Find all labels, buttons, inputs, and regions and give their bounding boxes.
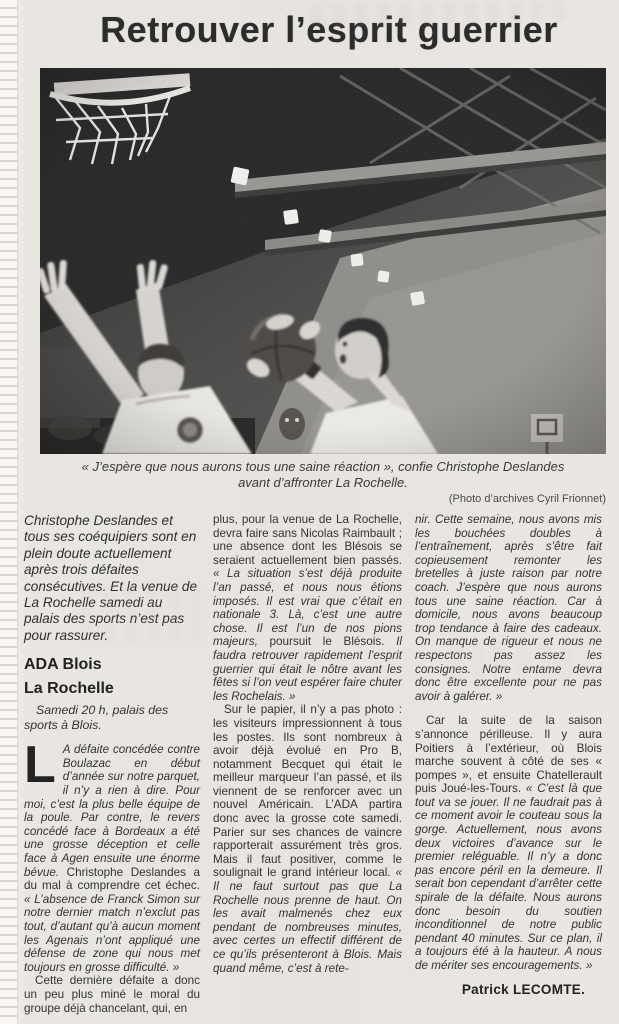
text-segment: « Il ne faut surtout pas que La Rochelle nous prenne de haut. On les avait malmenés chez eux pendant de nombreuses minutes, avec certes un effectif différent de ce qu’ils présenteront à Blois. Mais quand même, c’est à rete- — [213, 866, 402, 975]
section-subhead — [24, 654, 200, 675]
film-grain — [40, 68, 606, 454]
body-paragraph-continued — [415, 513, 602, 703]
body-paragraph — [415, 714, 602, 972]
text-segment: plus, pour la venue de La Rochelle, devra faire sans Nicolas Raimbault ; une absence dont les Blésois se seraient actuellement bien passés. — [213, 513, 402, 567]
text-segment: « L’absence de Franck Simon sur notre dernier match n’exclut pas tout, d’autant qu’à aucun moment les Agenais n’ont appliqué une défense de zone qui nous met toujours en grosse difficulté. » — [24, 892, 200, 974]
body-paragraph-continued — [213, 513, 402, 703]
text-segment: « La situation s’est déjà produite l’an passé, et nous nous étions imposés. Il est vrai que c’était en nationale 3. Là, c’est une autre chose. Il est l’un de nos pions majeurs, — [213, 567, 402, 649]
scan-edge-ruled-strip — [0, 0, 18, 1024]
column-1 — [24, 513, 200, 1015]
column-2 — [213, 513, 402, 1015]
photo-credit: (Photo d’archives Cyril Frionnet) — [448, 493, 606, 505]
basketball-photo-illustration — [40, 68, 606, 454]
body-paragraph — [24, 974, 200, 1015]
text-segment: Patrick LECOMTE. — [461, 981, 586, 997]
match-info — [24, 703, 200, 733]
byline — [415, 982, 602, 997]
text-segment: nir. Cette semaine, nous avons mis les bouchées doubles à l’entraînement, après s’être fait copieusement remonter les bretelles à juste raison par notre coach. J’espère que nous aurons tous une saine réaction. Car à domicile, nous avons beaucoup trop tendance à faire des cadeaux. On manque de rigueur et nous ne respectons pas assez les consignes. Notre entame devra donc être excellente pour ne pas avoir à galérer. » — [415, 513, 602, 703]
column-3 — [415, 513, 602, 1015]
caption-block — [40, 459, 606, 505]
text-segment: A défaite concédée contre Boulazac en début d’année sur notre parquet, il n’y a rien à dire. Pour moi, c’est la plus belle équipe de la poule. Par contre, le revers concédé face à Bordeaux a été une grosse déception et celle face à Agen ensuite une énorme bévue. — [24, 743, 200, 879]
article-columns — [24, 513, 602, 1015]
text-segment: « C’est là que tout va se jouer. Il ne faudrait pas à ce moment avoir le couteau sous la gorge. Actuellement, nous avons deux victoires d’avance sur le premier reléguable. Il n’y a donc pas encore péril en la demeure. Il serait bon cependant d’arrêter cette spirale de la défaite. Nous aurons donc besoin du soutien inconditionnel de notre public pendant 40 minutes. Sur ce plan, il a toujours été à la hauteur. A nous de mériter ses encouragements. » — [415, 782, 602, 972]
text-segment: Car la suite de la saison s’annonce périlleuse. Il y aura Poitiers à l’extérieur, où Blois marche souvent à côté de ses « pompes », et ensuite Chatellerault puis Joué-les-Tours. — [415, 714, 602, 796]
article-headline: Retrouver l’esprit guerrier — [100, 9, 558, 50]
photo-caption: « J’espère que nous aurons tous une saine réaction », confie Christophe Deslandes avant d’affronter La Rochelle. — [81, 459, 565, 490]
opening-paragraph — [24, 736, 200, 974]
text-segment: Cette dernière défaite a donc un peu plus miné le moral du groupe déjà chancelant, qui, en — [24, 974, 200, 1015]
text-segment: ADA Blois — [24, 656, 102, 674]
section-subhead — [24, 678, 200, 699]
body-paragraph — [213, 703, 402, 975]
text-segment: poursuit le Blésois. — [269, 635, 397, 649]
lead-paragraph — [24, 513, 200, 644]
drop-cap: L — [24, 736, 56, 795]
text-segment: Christophe Deslandes et tous ses coéquipiers sont en plein doute actuellement après trois défaites consécutives. Et la venue de La Rochelle samedi au palais des sports n’est pas pour rassurer. — [24, 513, 198, 643]
article-content — [20, 0, 612, 1024]
text-segment: Sur le papier, il n’y a pas photo : les visiteurs impressionnent à tous les postes. Ils sont nombreux à avoir déjà évolué en Pro B, notamment Becquet qui était le meilleur marqueur l’an passé, et ils viennent de se renforcer avec un nouvel Américain. L’ADA partira donc avec la grosse cote samedi. Parier sur ses chances de vaincre rapporterait assurément très gros. Mais il faut positiver, comme le soulignait le grand intérieur local. — [213, 703, 402, 880]
article-photo — [40, 68, 606, 454]
text-segment: Christophe Deslandes a du mal à comprendre cet échec. — [24, 865, 200, 893]
text-segment: Samedi 20 h, palais des sports à Blois. — [24, 703, 169, 733]
text-segment: Il faudra retrouver rapidement l’esprit guerrier qui était le nôtre avant les fêtes si l’on veut espérer faire chuter les Rochelais. » — [213, 635, 402, 703]
text-segment: La Rochelle — [24, 680, 114, 698]
